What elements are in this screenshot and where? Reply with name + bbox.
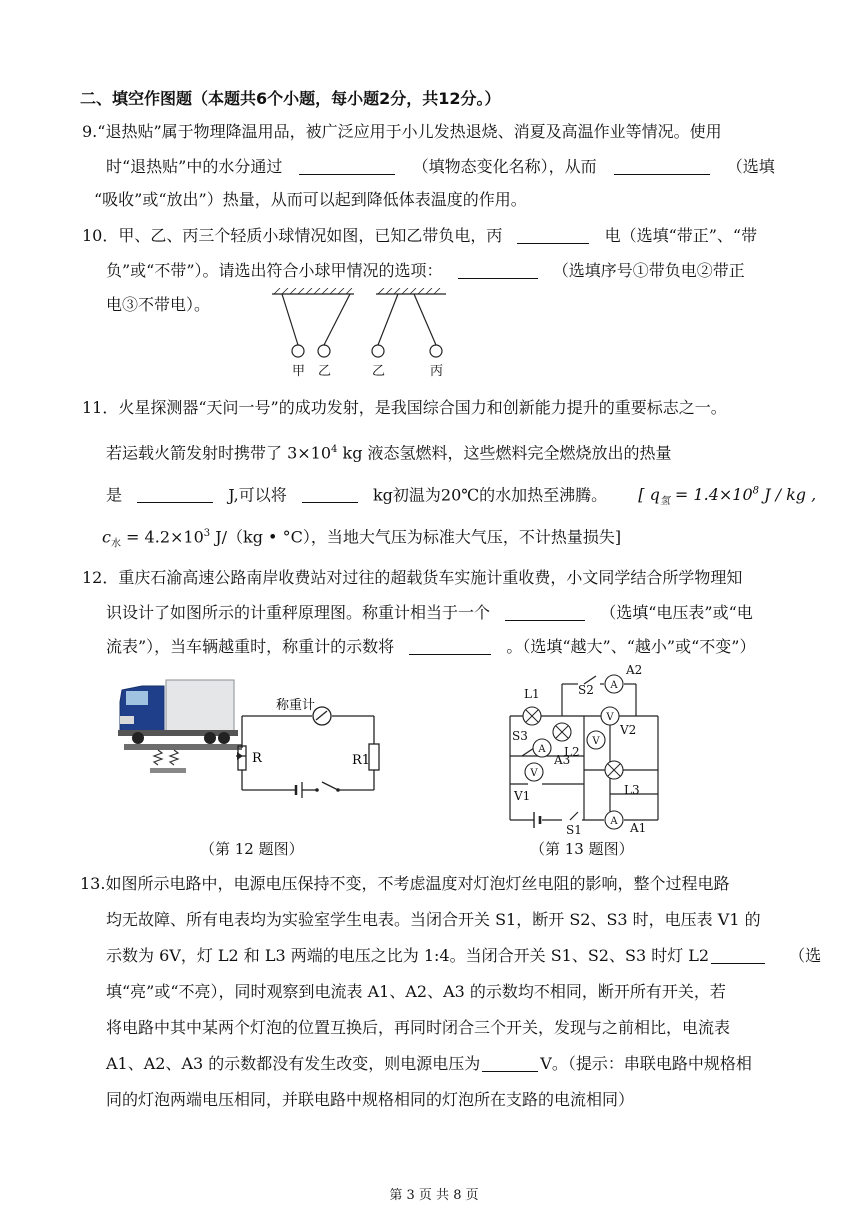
ball-label: 甲	[292, 364, 306, 379]
q10-text: 10．甲、乙、丙三个轻质小球情况如图，已知乙带负电，丙	[82, 226, 503, 245]
switch-contact	[336, 788, 340, 792]
q11-constant-q: [ $q_氢 = 1.4\times 10^8$ J / kg ,	[638, 485, 817, 508]
q13-circuit-figure	[500, 664, 670, 836]
q13-line-4: 填“亮”或“不亮），同时观察到电流表 A1、A2、A3 的示数均不相同，断开所有开关，若	[106, 982, 726, 1001]
q12-caption: （第 12 题图）	[200, 840, 304, 858]
q13-line-7: 同的灯泡两端电压相同，并联电路中规格相同的灯泡所在支路的电流相同）	[106, 1090, 635, 1109]
q11-line-3	[106, 482, 816, 513]
label-l2: L2	[564, 745, 580, 759]
ball-yi	[372, 345, 384, 357]
svg-text:V: V	[530, 768, 538, 779]
truck-icon	[118, 680, 238, 744]
q9-line-2	[106, 157, 775, 177]
q9-text: 时“退热贴”中的水分通过	[106, 157, 283, 176]
label-a2: A2	[626, 664, 643, 677]
ball-label: 乙	[372, 364, 386, 379]
q12-text: 流表”），当车辆越重时，称重计的示数将	[106, 637, 395, 656]
q10-line-3: 电③不带电）。	[106, 295, 211, 314]
spring	[154, 750, 178, 765]
page-footer: 第 3 页 共 8 页	[389, 1188, 479, 1203]
q11-line-1: 11．火星探测器“天问一号”的成功发射，是我国综合国力和创新能力提升的重要标志之一。	[82, 398, 727, 417]
q10-text: 电（选填“带正”、“带	[604, 226, 758, 245]
label-v1: V1	[514, 789, 531, 803]
svg-text:A: A	[538, 744, 546, 755]
q11-exp: 3	[203, 528, 211, 539]
q13-text: A1、A2、A3 的示数都没有发生改变，则电源电压为	[106, 1054, 481, 1073]
ball-label: 乙	[318, 364, 332, 379]
label-v2: V2	[620, 723, 637, 737]
q13-text: V。（提示：串联电路中规格相	[540, 1054, 752, 1073]
q12-blank-1[interactable]	[505, 604, 585, 621]
label-a1: A1	[630, 821, 647, 835]
label-a3: A3	[554, 753, 571, 767]
q11-text: J/（kg • °C），当地大气压为标准大气压，不计热量损失]	[210, 527, 622, 547]
q12-line-2	[106, 603, 753, 623]
q13-caption: （第 13 题图）	[530, 840, 634, 858]
q9-text: （填物态变化名称），从而	[412, 157, 597, 176]
svg-text:V: V	[592, 736, 600, 747]
q13-line-2: 均无故障、所有电表均为实验室学生电表。当闭合开关 S1，断开 S2、S3 时，电压表 V1 的	[106, 910, 761, 929]
r1-label: R1	[352, 753, 371, 768]
q12-line-1: 12．重庆石渝高速公路南岸收费站对过往的超载货车实施计重收费，小文同学结合所学物理知	[82, 568, 743, 587]
ball-bing	[430, 345, 442, 357]
q11-exp: 4	[331, 444, 338, 455]
label-l1: L1	[524, 687, 540, 701]
q13-blank-1[interactable]	[711, 947, 765, 964]
label-l3: L3	[624, 783, 640, 797]
q10-balls-figure	[268, 288, 458, 380]
q9-blank-2[interactable]	[614, 158, 710, 175]
label-s3: S3	[512, 729, 528, 743]
q11-text: J,可以将	[228, 485, 287, 505]
svg-text:A: A	[610, 816, 618, 827]
ball-yi	[318, 345, 330, 357]
q12-line-3	[106, 637, 755, 657]
q11-text: c	[102, 527, 111, 547]
q11-text: = 4.2×10	[120, 527, 204, 547]
q11-line-2	[106, 440, 672, 463]
svg-text:V: V	[606, 712, 614, 723]
q11-text: kg 液态氢燃料，这些燃料完全燃烧放出的热量	[337, 443, 672, 463]
q13-text: 示数为 6V，灯 L2 和 L3 两端的电压之比为 1:4。当闭合开关 S1、S2、S3 时灯 L2	[106, 946, 710, 965]
q11-text: 若运载火箭发射时携带了 3×10	[106, 443, 332, 463]
q11-sub: 水	[110, 538, 121, 550]
q13-line-6	[106, 1054, 752, 1074]
q12-text: 。（选填“越大”、“越小”或“不变”）	[506, 637, 756, 656]
q13-line-5: 将电路中其中某两个灯泡的位置互换后，再同时闭合三个开关，发现与之前相比，电流表	[106, 1018, 731, 1037]
q10-line-2	[106, 261, 745, 281]
q11-blank-2[interactable]	[302, 486, 358, 503]
q10-blank-1[interactable]	[517, 227, 589, 244]
q10-blank-2[interactable]	[458, 262, 538, 279]
q10-text: （选填序号①带负电②带正	[552, 261, 745, 280]
q11-blank-1[interactable]	[137, 486, 213, 503]
q12-text: （选填“电压表”或“电	[600, 603, 753, 622]
q10-line-1	[82, 226, 757, 246]
q12-text: 识设计了如图所示的计重秤原理图。称重计相当于一个	[106, 603, 491, 622]
label-s1: S1	[566, 823, 582, 836]
q9-line-3: “吸收”或“放出”）热量，从而可以起到降低体表温度的作用。	[94, 190, 527, 209]
q9-text: （选填	[726, 157, 775, 176]
q10-text: 负”或“不带”）。请选出符合小球甲情况的选项：	[106, 261, 443, 280]
q11-line-4	[102, 524, 621, 555]
q13-text: （选	[789, 946, 822, 965]
label-s2: S2	[578, 683, 594, 697]
q12-weighing-figure	[112, 672, 392, 802]
switch-contact	[315, 788, 319, 792]
ball-label: 丙	[430, 364, 444, 379]
section-title: 二、填空作图题（本题共6个小题，每小题2分，共12分。）	[80, 89, 501, 108]
scale-base	[150, 768, 186, 773]
q13-line-3	[106, 946, 821, 966]
q12-blank-2[interactable]	[409, 638, 491, 655]
q11-text: 是	[106, 485, 123, 505]
ball-jia	[292, 345, 304, 357]
scale-platform	[124, 744, 242, 750]
svg-text:A: A	[610, 680, 618, 691]
q9-blank-1[interactable]	[299, 158, 395, 175]
q9-line-1: 9.“退热贴”属于物理降温用品，被广泛应用于小儿发热退烧、消夏及高温作业等情况。使用	[82, 122, 722, 141]
q11-text: kg初温为20℃的水加热至沸腾。	[372, 485, 608, 505]
meter-label: 称重计	[276, 698, 316, 713]
q13-line-1: 13.如图所示电路中，电源电压保持不变，不考虑温度对灯泡灯丝电阻的影响，整个过程电路	[80, 874, 730, 893]
r-label: R	[252, 751, 262, 766]
slider-arrow-icon	[237, 752, 243, 760]
q13-blank-2[interactable]	[482, 1055, 538, 1072]
